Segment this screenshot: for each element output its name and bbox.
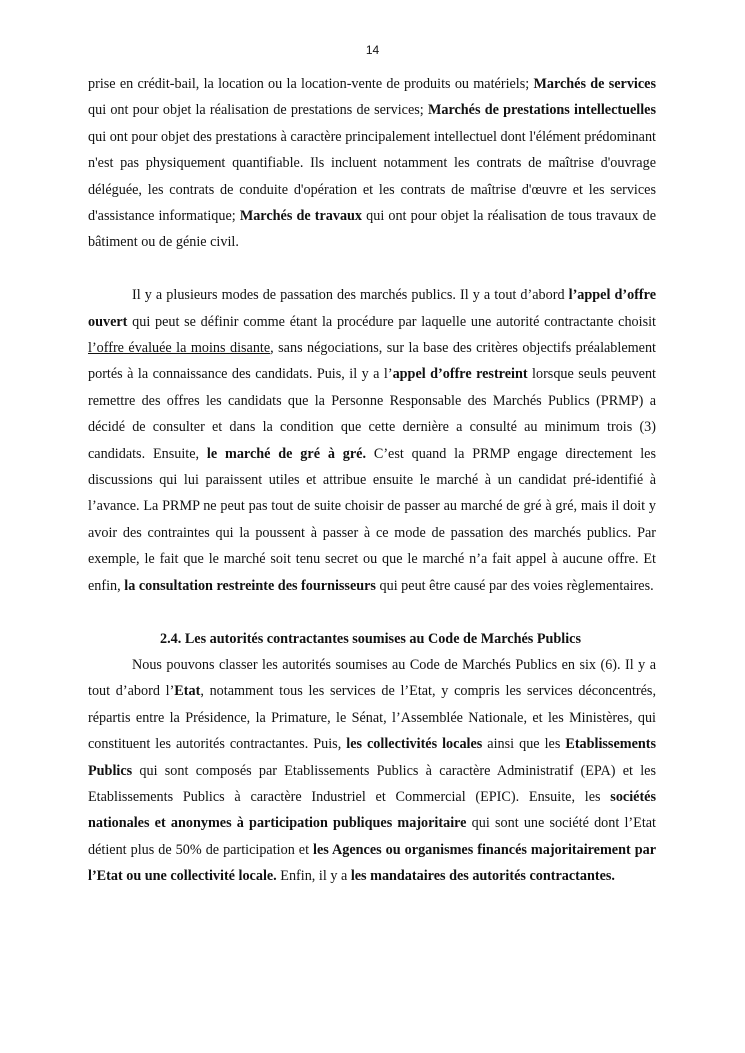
term-open-tender: l’appel d’offre ouvert bbox=[88, 287, 656, 330]
term-restricted-tender: appel d’offre restreint bbox=[392, 366, 528, 383]
term-direct-agreement: le marché de gré à gré. bbox=[206, 445, 367, 462]
text-run: qui peut se définir comme étant la procédure par laquelle une autorité contractante choisit bbox=[127, 313, 656, 330]
text-run: qui ont pour objet la réalisation de tous travaux de bâtiment ou de génie civil. bbox=[88, 208, 656, 251]
section-heading: 2.4. Les autorités contractantes soumises au Code de Marchés Publics bbox=[160, 630, 581, 647]
text-run: lorsque seuls peuvent remettre des offres les candidats que la Personne Responsable des Marchés Publics (PRMP) a décidé de consulter et dans la condition que cette dernière a consulté au minimum trois (3) candidats. Ensuite, bbox=[88, 366, 656, 462]
paragraph-gap bbox=[88, 256, 656, 282]
text-run: , notamment tous les services de l’Etat, y compris les services déconcentrés, répartis entre la Présidence, la Primature, le Sénat, l’Assemblée Nationale, et les Ministères, qui constituent les autorités contractantes. Puis, bbox=[88, 683, 656, 753]
text-run: qui ont pour objet des prestations à caractère principalement intellectuel dont l'élément prédominant n'est pas physiquement quantifiable. Ils incluent notamment les contrats de maîtrise d'ouvrage déléguée, les contrats de conduite d'opération et les contrats de maîtrise d'œuvre et les services d'assistance informatique; bbox=[88, 128, 656, 225]
text-run: prise en crédit-bail, la location ou la location-vente de produits ou matériels; bbox=[88, 76, 534, 92]
term-restricted-consultation: la consultation restreinte des fournisseurs bbox=[124, 577, 376, 594]
page-number: 14 bbox=[365, 43, 380, 57]
text-run: ainsi que les bbox=[482, 736, 566, 753]
term-local-authorities: les collectivités locales bbox=[346, 736, 483, 753]
text-run: Nous pouvons classer les autorités soumises au Code de Marchés Publics en six (6). Il y a tout d’abord l’ bbox=[88, 656, 656, 700]
paragraph-market-types bbox=[88, 71, 656, 256]
text-run: Enfin, il y a bbox=[276, 868, 351, 885]
term-agencies: les Agences ou organismes financés majoritairement par l’Etat ou une collectivité locale. bbox=[88, 841, 657, 885]
text-run: qui peut être causé par des voies règlementaires. bbox=[375, 577, 654, 594]
text-run: qui sont composés par Etablissements Publics à caractère Administratif (EPA) et les Etablissements Publics à caractère Industriel et Commercial (EPIC). Ensuite, les bbox=[88, 762, 656, 805]
term-intellectual-services-markets: Marchés de prestations intellectuelles bbox=[427, 102, 656, 119]
text-run: C’est quand la PRMP engage directement les discussions qui lui paraissent utiles et attribue ensuite le marché à un candidat pré-identifié à l’avance. La PRMP ne peut pas tout de suite choisir de passer au marché de gré à gré, mais il doit y avoir des contraintes qui la poussent à passer à ce mode de passation des marchés publics. Par exemple, le fait que le marché soit tenu secret ou que le marché n’a fait appel à aucune offre. Et enfin, bbox=[88, 445, 656, 594]
text-run: qui sont une société dont l’Etat détient plus de 50% de participation et bbox=[88, 815, 656, 858]
term-national-companies: sociétés nationales et anonymes à participation publiques majoritaire bbox=[88, 788, 656, 832]
term-public-establishments: Etablissements Publics bbox=[88, 736, 657, 779]
paragraph-procurement-modes bbox=[88, 282, 656, 599]
term-mandataries: les mandataires des autorités contractantes. bbox=[350, 868, 615, 885]
term-state: Etat bbox=[174, 683, 201, 700]
text-run: qui ont pour objet la réalisation de prestations de services; bbox=[88, 102, 428, 119]
text-run: Il y a plusieurs modes de passation des marchés publics. Il y a tout d’abord bbox=[132, 287, 569, 304]
paragraph-contracting-authorities bbox=[88, 652, 656, 890]
page-body bbox=[88, 71, 656, 890]
paragraph-gap bbox=[88, 599, 656, 625]
term-works-markets: Marchés de travaux bbox=[239, 208, 363, 225]
underlined-phrase: l’offre évaluée la moins disante bbox=[88, 340, 271, 357]
term-services-markets: Marchés de services bbox=[533, 76, 656, 92]
text-run: , sans négociations, sur la base des critères objectifs préalablement portés à la connaissance des candidats. Puis, il y a l’ bbox=[88, 340, 657, 383]
